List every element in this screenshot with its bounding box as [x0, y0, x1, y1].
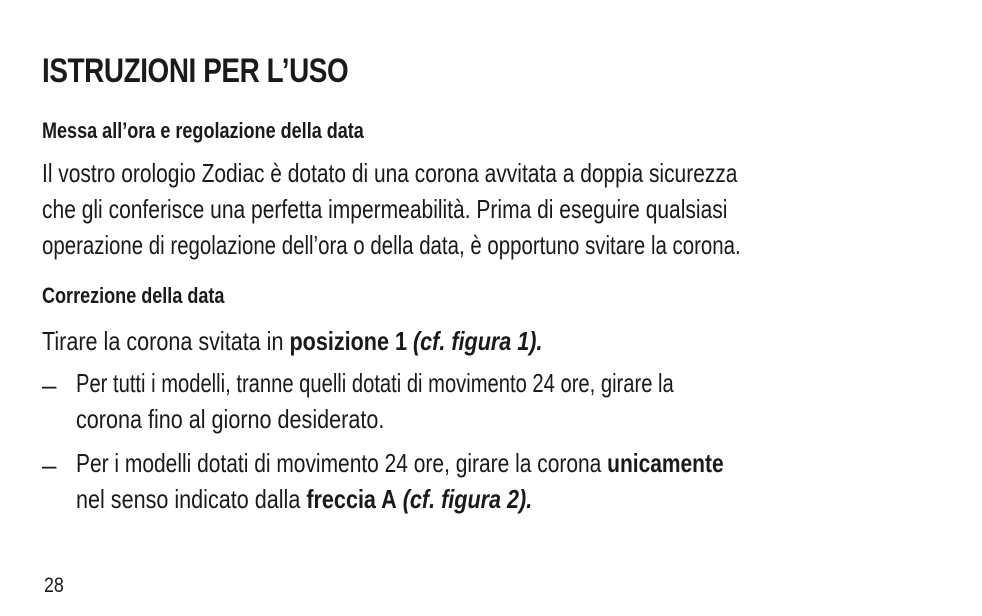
section-heading-date-correction: Correzione della data	[42, 283, 225, 308]
bullet-dash-2: –	[42, 450, 57, 480]
bullet-dash-1: –	[42, 370, 57, 400]
bullet-2-bold-freccia: freccia A	[306, 484, 397, 514]
bullet-1-line-2: corona fino al giorno desiderato.	[76, 404, 385, 434]
section-heading-time-date: Messa all’ora e regolazione della data	[42, 118, 364, 143]
bullet-2-line-1	[76, 448, 724, 479]
paragraph-line-3: operazione di regolazione dell’ora o della data, è opportuno svitare la corona.	[42, 230, 741, 260]
bullet-2-figure-ref: (cf. figura 2).	[402, 484, 533, 514]
bullet-2-line-2	[76, 484, 532, 515]
paragraph-line-2: che gli conferisce una perfetta impermeabilità. Prima di eseguire qualsiasi	[42, 194, 728, 224]
page-title: ISTRUZIONI PER L’USO	[42, 52, 349, 90]
bullet-2-bold-unicamente: unicamente	[607, 448, 724, 478]
instruction-intro	[42, 326, 542, 357]
bullet-2-line-2-text: nel senso indicato dalla	[76, 484, 307, 514]
intro-text: Tirare la corona svitata in	[42, 326, 290, 356]
bullet-1-line-1: Per tutti i modelli, tranne quelli dotati di movimento 24 ore, girare la	[76, 368, 674, 398]
intro-figure-ref: (cf. figura 1).	[412, 326, 543, 356]
paragraph-line-1: Il vostro orologio Zodiac è dotato di una corona avvitata a doppia sicurezza	[42, 158, 738, 188]
bullet-2-line-1-text: Per i modelli dotati di movimento 24 ore, girare la corona	[76, 448, 608, 478]
page-number: 28	[44, 574, 64, 597]
intro-position-bold: posizione 1	[289, 326, 407, 356]
